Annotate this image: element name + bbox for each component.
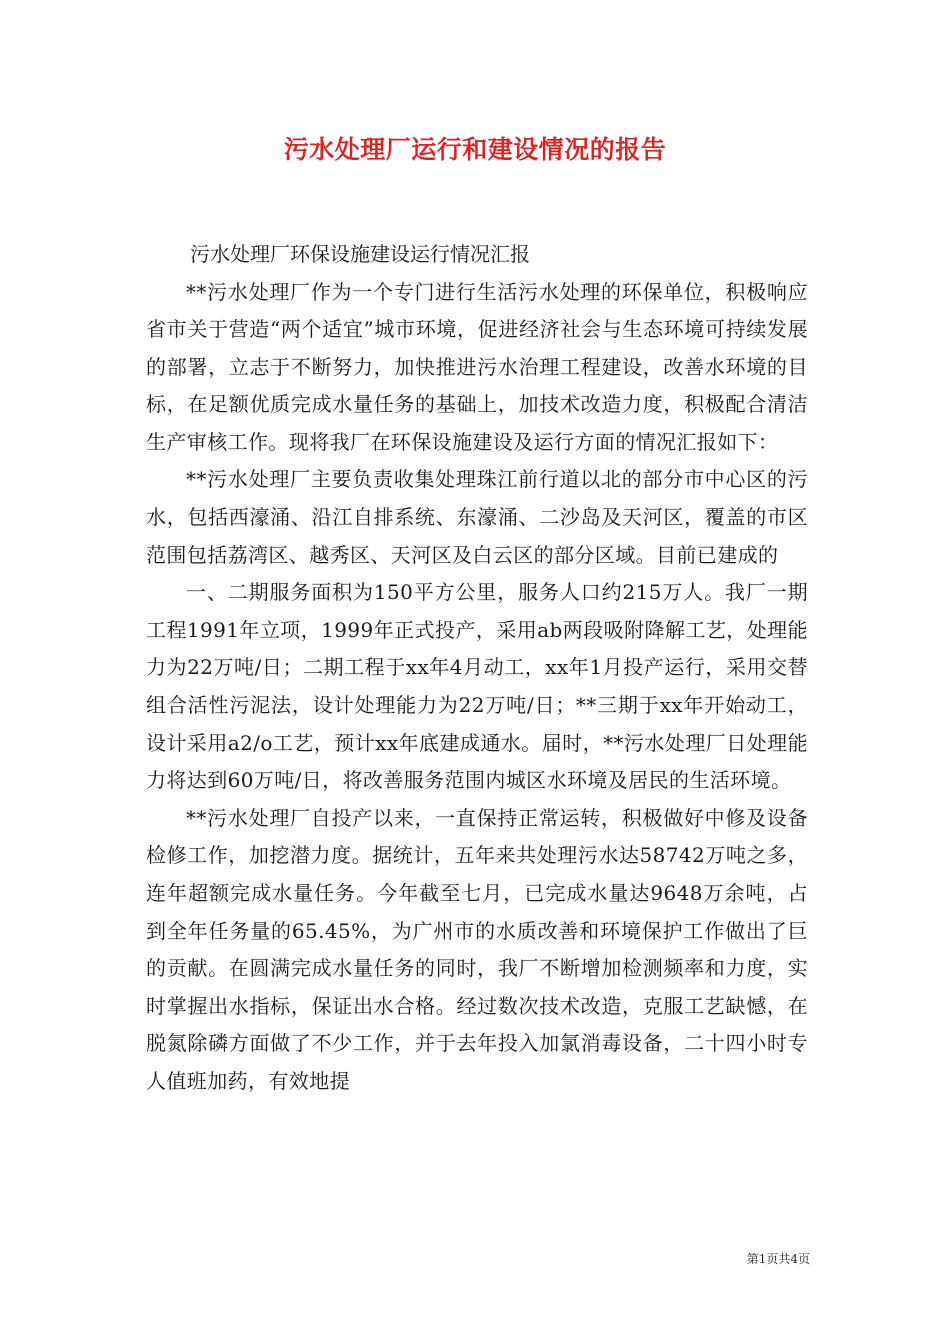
page-number: 第1页共4页 [746,1252,810,1266]
paragraph-project-phases: 一、二期服务面积为150平方公里，服务人口约215万人。我厂一期工程1991年立项，1999年正式投产，采用ab两段吸附降解工艺，处理能力为22万吨/日；二期工程于xx年4月动工，xx年1月投产运行，采用交替组合活性污泥法，设计处理能力为22万吨/日；**三期于xx年开始动工，设计采用a2/o工艺，预计xx年底建成通水。届时，**污水处理厂日处理能力将达到60万吨/日，将改善服务范围内城区水环境及居民的生活环境。 [146,580,808,793]
document-body [146,236,808,1101]
paragraph-operations: **污水处理厂自投产以来，一直保持正常运转，积极做好中修及设备检修工作，加挖潜力度。据统计，五年来共处理污水达58742万吨之多，连年超额完成水量任务。今年截至七月，已完成水量达9648万余吨，占到全年任务量的65.45%，为广州市的水质改善和环境保护工作做出了巨的贡献。在圆满完成水量任务的同时，我厂不断增加检测频率和力度，实时掌握出水指标，保证出水合格。经过数次技术改造，克服工艺缺憾，在脱氮除磷方面做了不少工作，并于去年投入加氯消毒设备，二十四小时专人值班加药，有效地提 [146,805,808,1093]
document-subtitle: 污水处理厂环保设施建设运行情况汇报 [190,242,530,266]
paragraph-intro: **污水处理厂作为一个专门进行生活污水处理的环保单位，积极响应省市关于营造“两个适宜”城市环境，促进经济社会与生态环境可持续发展的部署，立志于不断努力，加快推进污水治理工程建设，改善水环境的目标，在足额优质完成水量任务的基础上，加技术改造力度，积极配合清洁生产审核工作。现将我厂在环保设施建设及运行方面的情况汇报如下： [146,279,808,454]
page-title: 污水处理厂运行和建设情况的报告 [283,135,667,164]
paragraph-service-area: **污水处理厂主要负责收集处理珠江前行道以北的部分市中心区的污水，包括西濠涌、沿江自排系统、东濠涌、二沙岛及天河区，覆盖的市区范围包括荔湾区、越秀区、天河区及白云区的部分区域。目前已建成的 [146,467,808,567]
